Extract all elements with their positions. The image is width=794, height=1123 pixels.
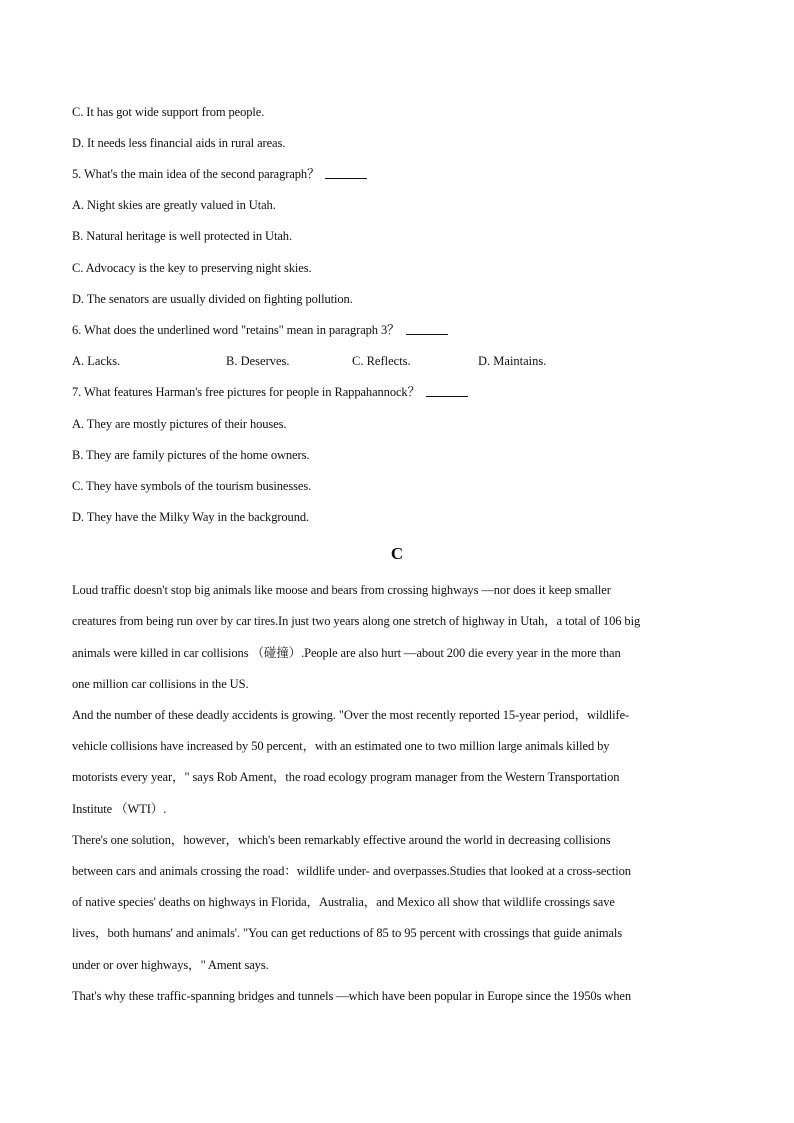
answer-blank [406,334,448,335]
answer-blank [325,178,367,179]
q7-option-b: B. They are family pictures of the home owners. [72,448,310,462]
passage-line: Institute （WTI）. [72,802,167,816]
passage-line: between cars and animals crossing the road：wildlife under- and overpasses.Studies that looked at a cross-section [72,864,631,878]
q4-option-c: C. It has got wide support from people. [72,105,265,119]
passage-line: And the number of these deadly accidents is growing. "Over the most recently reported 15-year period，wildlife- [72,708,630,722]
section-c-title: C [390,544,404,563]
passage-line: under or over highways，" Ament says. [72,958,269,972]
q6-stem [72,322,448,338]
q4-option-d: D. It needs less financial aids in rural areas. [72,136,286,150]
passage-line: That's why these traffic-spanning bridges and tunnels —which have been popular in Europe since the 1950s when [72,989,632,1003]
q5-stem [72,166,367,182]
q5-stem-text: 5. What's the main idea of the second paragraph？ [72,167,320,181]
passage-line: There's one solution，however，which's been remarkably effective around the world in decreasing collisions [72,833,611,847]
q7-stem [72,384,468,400]
q5-option-a: A. Night skies are greatly valued in Utah. [72,198,276,212]
passage-line: of native species' deaths on highways in Florida，Australia，and Mexico all show that wildlife crossings save [72,895,615,909]
passage-line: vehicle collisions have increased by 50 percent，with an estimated one to two million large animals killed by [72,739,610,753]
q7-option-c: C. They have symbols of the tourism businesses. [72,479,312,493]
q7-stem-text: 7. What features Harman's free pictures for people in Rappahannock？ [72,385,420,399]
q6-option-d: D. Maintains. [478,354,547,368]
q6-option-c: C. Reflects. [352,354,411,368]
passage-line: Loud traffic doesn't stop big animals like moose and bears from crossing highways —nor does it keep smaller [72,583,611,597]
passage-line: lives，both humans' and animals'. "You can get reductions of 85 to 95 percent with crossings that guide animals [72,926,623,940]
q7-option-d: D. They have the Milky Way in the background. [72,510,310,524]
passage-line: one million car collisions in the US. [72,677,249,691]
q5-option-d: D. The senators are usually divided on fighting pollution. [72,292,353,306]
passage-line: motorists every year，" says Rob Ament，the road ecology program manager from the Western Transportation [72,770,620,784]
q5-option-c: C. Advocacy is the key to preserving night skies. [72,261,312,275]
q6-option-b: B. Deserves. [226,354,290,368]
q6-option-a: A. Lacks. [72,354,121,368]
q6-stem-text: 6. What does the underlined word "retains" mean in paragraph 3？ [72,323,400,337]
q7-option-a: A. They are mostly pictures of their houses. [72,417,287,431]
answer-blank [426,396,468,397]
passage-line: creatures from being run over by car tires.In just two years along one stretch of highway in Utah，a total of 106 big [72,614,641,628]
passage-line: animals were killed in car collisions （碰撞）.People are also hurt —about 200 die every year in the more than [72,646,621,660]
q5-option-b: B. Natural heritage is well protected in Utah. [72,229,292,243]
